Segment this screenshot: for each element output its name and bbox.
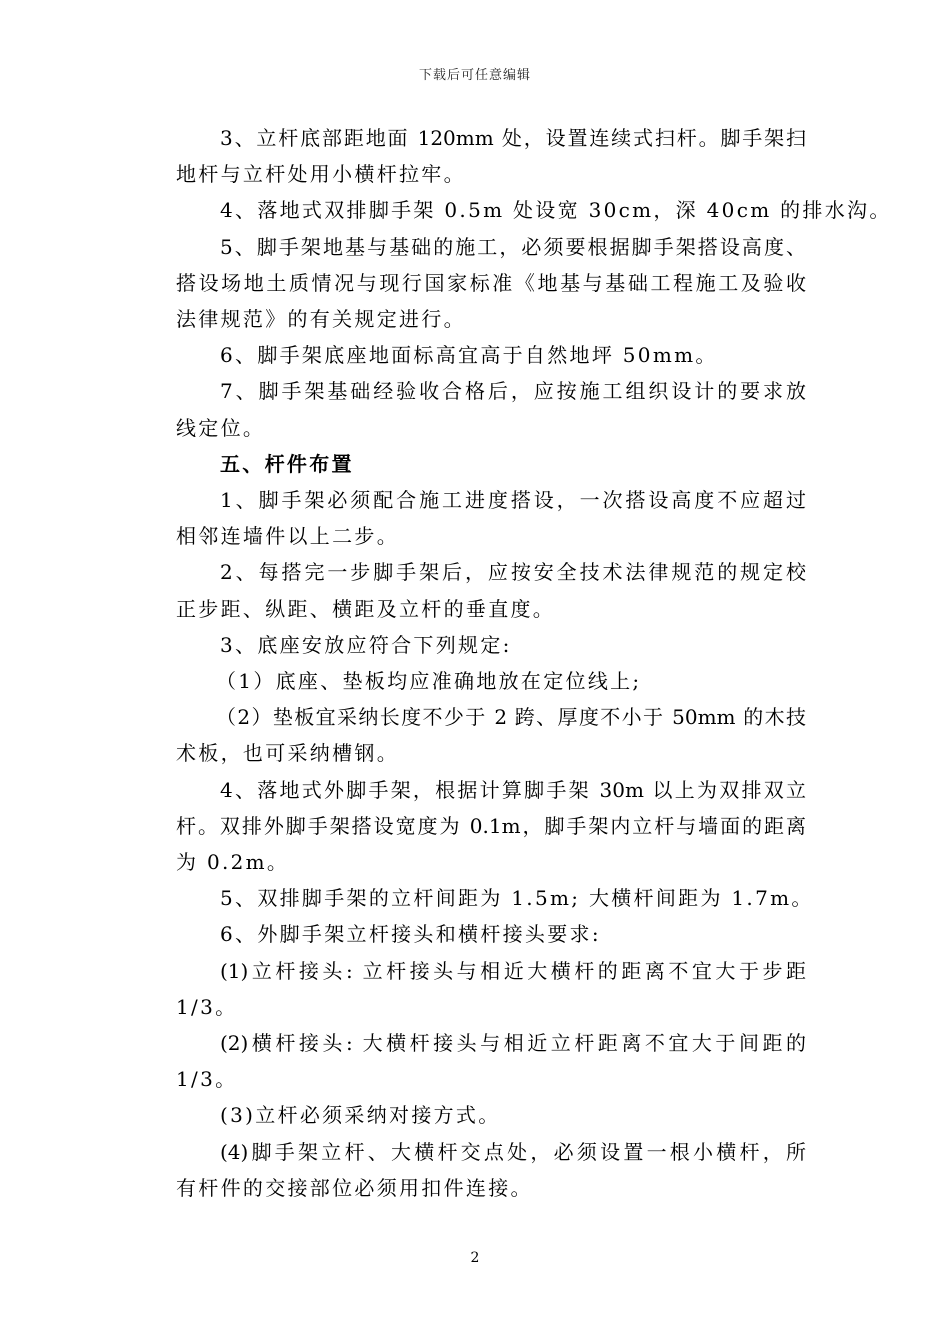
text-line: 1/3。: [176, 994, 238, 1019]
text-line: 6、脚手架底座地面标高宜高于自然地坪 50mm。: [220, 343, 718, 368]
page-number: 2: [470, 1250, 480, 1266]
text-line: 5、双排脚手架的立杆间距为 1.5m; 大横杆间距为 1.7m。: [220, 886, 814, 911]
text-line: (2)横杆接头: 大横杆接头与相近立杆距离不宜大于间距的: [220, 1031, 806, 1055]
text-line: 杆。双排外脚手架搭设宽度为 0.1m，脚手架内立杆与墙面的距离: [176, 813, 806, 838]
text-line: 地杆与立杆处用小横杆拉牢。: [176, 162, 466, 187]
section-heading: 五、杆件布置: [220, 451, 354, 476]
text-line: 5、脚手架地基与基础的施工，必须要根据脚手架搭设高度、: [220, 234, 806, 259]
text-line: 正步距、纵距、横距及立杆的垂直度。: [176, 596, 556, 621]
text-line: (1)立杆接头: 立杆接头与相近大横杆的距离不宜大于步距: [220, 958, 806, 983]
text-line: 7、脚手架基础经验收合格后，应按施工组织设计的要求放: [220, 379, 806, 404]
text-line: 4、落地式外脚手架，根据计算脚手架 30m 以上为双排双立: [220, 777, 806, 802]
text-line: 1、脚手架必须配合施工进度搭设，一次搭设高度不应超过: [220, 488, 806, 512]
text-line: 相邻连墙件以上二步。: [176, 524, 399, 549]
text-line: 为 0.2m。: [176, 850, 290, 874]
text-line: 线定位。: [176, 415, 266, 440]
text-line: （1）底座、垫板均应准确地放在定位线上;: [216, 669, 642, 693]
text-line: 搭设场地土质情况与现行国家标准《地基与基础工程施工及验收: [176, 270, 806, 295]
text-line: （2）垫板宜采纳长度不少于 2 跨、厚度不小于 50mm 的木技: [216, 705, 806, 730]
text-line: 3、底座安放应符合下列规定:: [220, 632, 512, 657]
text-line: 术板，也可采纳槽钢。: [176, 741, 399, 766]
text-line: 1/3。: [176, 1067, 238, 1092]
text-line: (3)立杆必须采纳对接方式。: [220, 1103, 501, 1128]
text-line: (4)脚手架立杆、大横杆交点处，必须设置一根小横杆，所: [220, 1139, 806, 1164]
text-line: 6、外脚手架立杆接头和横杆接头要求:: [220, 922, 601, 947]
text-line: 法律规范》的有关规定进行。: [176, 307, 466, 331]
text-line: 2、每搭完一步脚手架后，应按安全技术法律规范的规定校: [220, 560, 806, 585]
page-header: 下载后可任意编辑: [418, 68, 531, 83]
text-line: 4、落地式双排脚手架 0.5m 处设宽 30cm，深 40cm 的排水沟。: [220, 198, 892, 223]
text-line: 3、立杆底部距地面 120mm 处，设置连续式扫杆。脚手架扫: [220, 126, 806, 150]
text-line: 有杆件的交接部位必须用扣件连接。: [176, 1175, 533, 1200]
